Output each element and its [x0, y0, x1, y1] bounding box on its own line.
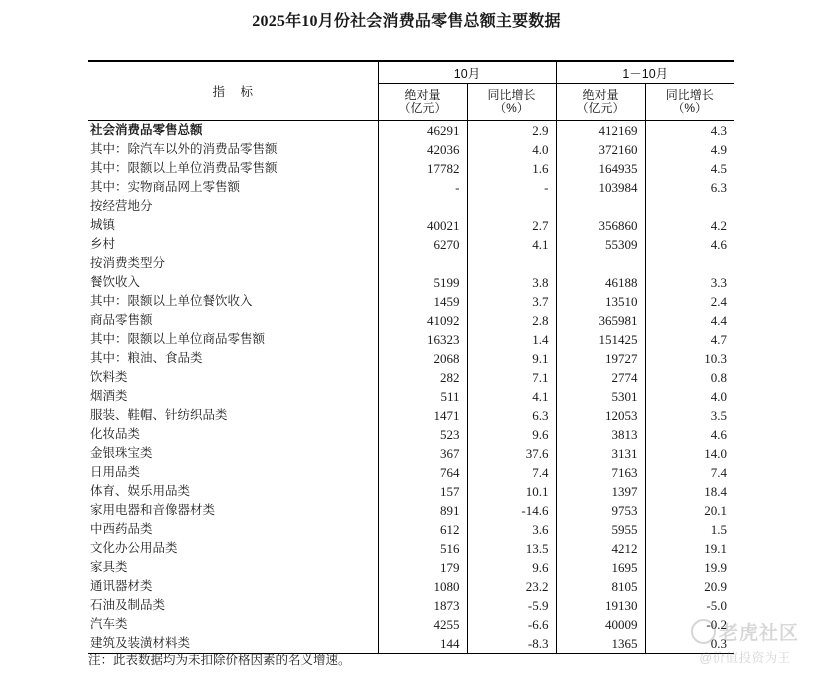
cell-cumulative-yoy: 20.9 — [645, 577, 734, 596]
cell-cumulative-absolute: 151425 — [556, 330, 645, 349]
cell-cumulative-yoy: 4.5 — [645, 159, 734, 178]
row-label: 商品零售额 — [90, 313, 153, 327]
table-row — [88, 577, 734, 596]
cell-month-absolute: 40021 — [378, 216, 467, 235]
row-label: 日用品类 — [90, 465, 141, 479]
row-label: 建筑及装潢材料类 — [88, 634, 378, 654]
cell-cumulative-absolute: 1695 — [556, 558, 645, 577]
cell-cumulative-yoy: 14.0 — [645, 444, 734, 463]
cell-cumulative-absolute: 40009 — [556, 615, 645, 634]
cell-month-yoy: 4.0 — [467, 140, 556, 159]
cell-month-absolute — [378, 197, 467, 216]
row-label: 其中：限额以上单位餐饮收入 — [90, 294, 253, 308]
cell-month-yoy: 3.7 — [467, 292, 556, 311]
cell-month-absolute: 1080 — [378, 577, 467, 596]
column-header-month-yoy-name: 同比增长 — [487, 87, 536, 102]
table-row — [88, 539, 734, 558]
cell-month-absolute: 179 — [378, 558, 467, 577]
cell-cumulative-absolute: 55309 — [556, 235, 645, 254]
cell-cumulative-absolute: 164935 — [556, 159, 645, 178]
cell-month-absolute: 1873 — [378, 596, 467, 615]
cell-month-yoy: 9.6 — [467, 425, 556, 444]
cell-month-yoy: 9.1 — [467, 349, 556, 368]
table-row — [88, 254, 734, 273]
cell-cumulative-yoy: 4.6 — [645, 235, 734, 254]
row-label: 按消费类型分 — [90, 256, 166, 270]
watermark-main-text: 老虎社区 — [718, 623, 799, 644]
table-row — [88, 520, 734, 539]
row-label: 通讯器材类 — [90, 579, 153, 593]
row-label: 体育、娱乐用品类 — [90, 484, 191, 498]
cell-cumulative-yoy: 3.3 — [645, 273, 734, 292]
table-footnote: 注：此表数据均为未扣除价格因素的名义增速。 — [88, 653, 351, 667]
cell-cumulative-yoy: 4.0 — [645, 387, 734, 406]
column-header-month-yoy-unit: （%） — [494, 101, 529, 115]
cell-cumulative-yoy: -5.0 — [645, 596, 734, 615]
cell-cumulative-yoy: 19.9 — [645, 558, 734, 577]
row-label: 乡村 — [90, 237, 116, 251]
cell-month-absolute: 157 — [378, 482, 467, 501]
column-header-cumulative-absolute-name: 绝对量 — [582, 87, 619, 102]
table-row — [88, 311, 734, 330]
cell-month-absolute: 764 — [378, 463, 467, 482]
cell-month-absolute: 5199 — [378, 273, 467, 292]
cell-cumulative-absolute: 7163 — [556, 463, 645, 482]
cell-month-yoy: 3.8 — [467, 273, 556, 292]
row-label: 其中：实物商品网上零售额 — [90, 180, 241, 194]
cell-month-yoy: -5.9 — [467, 596, 556, 615]
cell-month-yoy: 3.6 — [467, 520, 556, 539]
cell-cumulative-yoy: 4.6 — [645, 425, 734, 444]
cell-cumulative-absolute: 1365 — [556, 634, 645, 654]
row-label: 家用电器和音像器材类 — [90, 503, 216, 517]
table-row — [88, 406, 734, 425]
cell-cumulative-absolute: 8105 — [556, 577, 645, 596]
cell-month-absolute: 16323 — [378, 330, 467, 349]
cell-cumulative-yoy: 4.9 — [645, 140, 734, 159]
row-label: 其中：限额以上单位商品零售额 — [90, 332, 266, 346]
column-header-cumulative-absolute-unit: （亿元） — [576, 101, 625, 115]
table-body — [88, 121, 734, 654]
cell-month-yoy: 2.7 — [467, 216, 556, 235]
cell-month-absolute — [378, 254, 467, 273]
table-row — [88, 463, 734, 482]
cell-cumulative-absolute: 12053 — [556, 406, 645, 425]
table-row — [88, 330, 734, 349]
page-title: 2025年10月份社会消费品零售总额主要数据 — [252, 13, 561, 30]
cell-cumulative-yoy: 20.1 — [645, 501, 734, 520]
cell-month-yoy — [467, 254, 556, 273]
cell-month-yoy: 6.3 — [467, 406, 556, 425]
cell-month-yoy: 10.1 — [467, 482, 556, 501]
cell-cumulative-yoy: 18.4 — [645, 482, 734, 501]
cell-cumulative-absolute: 9753 — [556, 501, 645, 520]
column-header-cumulative-yoy — [645, 84, 734, 121]
cell-month-absolute: 891 — [378, 501, 467, 520]
row-label: 社会消费品零售总额 — [90, 123, 203, 137]
table-row — [88, 140, 734, 159]
cell-month-absolute: 144 — [378, 634, 467, 654]
cell-cumulative-absolute: 3813 — [556, 425, 645, 444]
cell-month-yoy: 1.6 — [467, 159, 556, 178]
table-row — [88, 235, 734, 254]
cell-month-yoy: 37.6 — [467, 444, 556, 463]
cell-month-absolute: - — [378, 178, 467, 197]
column-header-cumulative-absolute — [556, 84, 645, 121]
cell-cumulative-yoy: 4.4 — [645, 311, 734, 330]
cell-cumulative-yoy: 7.4 — [645, 463, 734, 482]
cell-cumulative-yoy: 0.3 — [645, 634, 734, 654]
cell-cumulative-absolute: 356860 — [556, 216, 645, 235]
row-label: 中西药品类 — [90, 522, 153, 536]
cell-cumulative-yoy: 19.1 — [645, 539, 734, 558]
cell-month-absolute: 1459 — [378, 292, 467, 311]
cell-cumulative-absolute: 412169 — [556, 121, 645, 141]
row-label: 其中：除汽车以外的消费品零售额 — [90, 142, 278, 156]
cell-month-absolute: 367 — [378, 444, 467, 463]
cell-month-absolute: 612 — [378, 520, 467, 539]
table-row — [88, 292, 734, 311]
column-header-month-yoy — [467, 84, 556, 121]
row-label: 餐饮收入 — [90, 275, 141, 289]
cell-month-absolute: 523 — [378, 425, 467, 444]
cell-month-yoy: -8.3 — [467, 634, 556, 654]
cell-cumulative-yoy: 4.7 — [645, 330, 734, 349]
cell-cumulative-yoy: 0.8 — [645, 368, 734, 387]
row-label: 烟酒类 — [90, 389, 128, 403]
cell-month-yoy: 1.4 — [467, 330, 556, 349]
column-header-period-month: 10月 — [378, 61, 556, 84]
cell-cumulative-absolute: 19130 — [556, 596, 645, 615]
row-label: 其中：粮油、食品类 — [90, 351, 203, 365]
column-header-month-absolute-name: 绝对量 — [404, 87, 441, 102]
column-header-month-absolute-unit: （亿元） — [398, 101, 447, 115]
table-row — [88, 615, 734, 634]
cell-cumulative-yoy: -0.2 — [645, 615, 734, 634]
cell-cumulative-absolute: 4212 — [556, 539, 645, 558]
cell-month-absolute: 41092 — [378, 311, 467, 330]
watermark-sub-text: @价值投资为王 — [699, 651, 791, 665]
row-label: 城镇 — [90, 218, 116, 232]
cell-month-yoy: 7.1 — [467, 368, 556, 387]
row-label: 饮料类 — [90, 370, 128, 384]
cell-month-absolute: 511 — [378, 387, 467, 406]
column-header-month-absolute — [378, 84, 467, 121]
cell-month-yoy: - — [467, 178, 556, 197]
cell-cumulative-yoy: 1.5 — [645, 520, 734, 539]
table-header — [88, 61, 734, 121]
table-row — [88, 349, 734, 368]
row-label: 其中：限额以上单位消费品零售额 — [90, 161, 278, 175]
cell-month-absolute: 2068 — [378, 349, 467, 368]
table-row — [88, 482, 734, 501]
cell-cumulative-absolute: 5301 — [556, 387, 645, 406]
cell-month-absolute: 42036 — [378, 140, 467, 159]
cell-month-absolute: 516 — [378, 539, 467, 558]
row-label: 汽车类 — [90, 617, 128, 631]
cell-cumulative-absolute: 19727 — [556, 349, 645, 368]
cell-cumulative-yoy: 3.5 — [645, 406, 734, 425]
cell-month-yoy: 4.1 — [467, 387, 556, 406]
cell-month-yoy — [467, 197, 556, 216]
cell-month-yoy: 2.8 — [467, 311, 556, 330]
column-header-cumulative-yoy-unit: （%） — [672, 101, 708, 115]
table-row — [88, 273, 734, 292]
cell-month-absolute: 1471 — [378, 406, 467, 425]
cell-cumulative-absolute: 3131 — [556, 444, 645, 463]
table-row — [88, 216, 734, 235]
table-row — [88, 121, 734, 141]
cell-cumulative-yoy — [645, 254, 734, 273]
table-row — [88, 501, 734, 520]
row-label: 服装、鞋帽、针纺织品类 — [90, 408, 228, 422]
cell-month-yoy: 2.9 — [467, 121, 556, 141]
cell-month-yoy: 9.6 — [467, 558, 556, 577]
cell-month-yoy: 13.5 — [467, 539, 556, 558]
cell-month-absolute: 282 — [378, 368, 467, 387]
cell-cumulative-yoy: 6.3 — [645, 178, 734, 197]
column-header-cumulative-yoy-name: 同比增长 — [665, 87, 714, 102]
column-header-indicator: 指 标 — [88, 61, 378, 121]
cell-cumulative-absolute: 5955 — [556, 520, 645, 539]
cell-cumulative-absolute: 46188 — [556, 273, 645, 292]
cell-month-yoy: 7.4 — [467, 463, 556, 482]
cell-cumulative-absolute: 2774 — [556, 368, 645, 387]
stats-table-container — [88, 60, 734, 654]
cell-cumulative-absolute: 1397 — [556, 482, 645, 501]
cell-month-yoy: 4.1 — [467, 235, 556, 254]
cell-month-absolute: 6270 — [378, 235, 467, 254]
cell-cumulative-absolute: 13510 — [556, 292, 645, 311]
table-row — [88, 368, 734, 387]
column-header-period-cumulative: 1－10月 — [556, 61, 734, 84]
table-row — [88, 444, 734, 463]
cell-month-yoy: -14.6 — [467, 501, 556, 520]
cell-cumulative-absolute — [556, 197, 645, 216]
row-label: 文化办公用品类 — [90, 541, 178, 555]
cell-cumulative-yoy: 4.2 — [645, 216, 734, 235]
cell-cumulative-yoy — [645, 197, 734, 216]
cell-cumulative-absolute: 372160 — [556, 140, 645, 159]
table-row — [88, 596, 734, 615]
cell-cumulative-yoy: 10.3 — [645, 349, 734, 368]
table-row — [88, 387, 734, 406]
cell-cumulative-yoy: 2.4 — [645, 292, 734, 311]
retail-sales-table — [88, 60, 734, 654]
cell-cumulative-absolute — [556, 254, 645, 273]
cell-month-yoy: -6.6 — [467, 615, 556, 634]
cell-cumulative-absolute: 103984 — [556, 178, 645, 197]
table-row — [88, 178, 734, 197]
table-row — [88, 197, 734, 216]
row-label: 化妆品类 — [90, 427, 141, 441]
table-row — [88, 425, 734, 444]
cell-month-absolute: 4255 — [378, 615, 467, 634]
row-label: 家具类 — [90, 560, 128, 574]
row-label: 按经营地分 — [90, 199, 153, 213]
table-row — [88, 558, 734, 577]
cell-month-absolute: 46291 — [378, 121, 467, 141]
cell-month-yoy: 23.2 — [467, 577, 556, 596]
row-label: 金银珠宝类 — [90, 446, 153, 460]
cell-cumulative-absolute: 365981 — [556, 311, 645, 330]
cell-cumulative-yoy: 4.3 — [645, 121, 734, 141]
table-row — [88, 159, 734, 178]
cell-month-absolute: 17782 — [378, 159, 467, 178]
row-label: 石油及制品类 — [90, 598, 166, 612]
